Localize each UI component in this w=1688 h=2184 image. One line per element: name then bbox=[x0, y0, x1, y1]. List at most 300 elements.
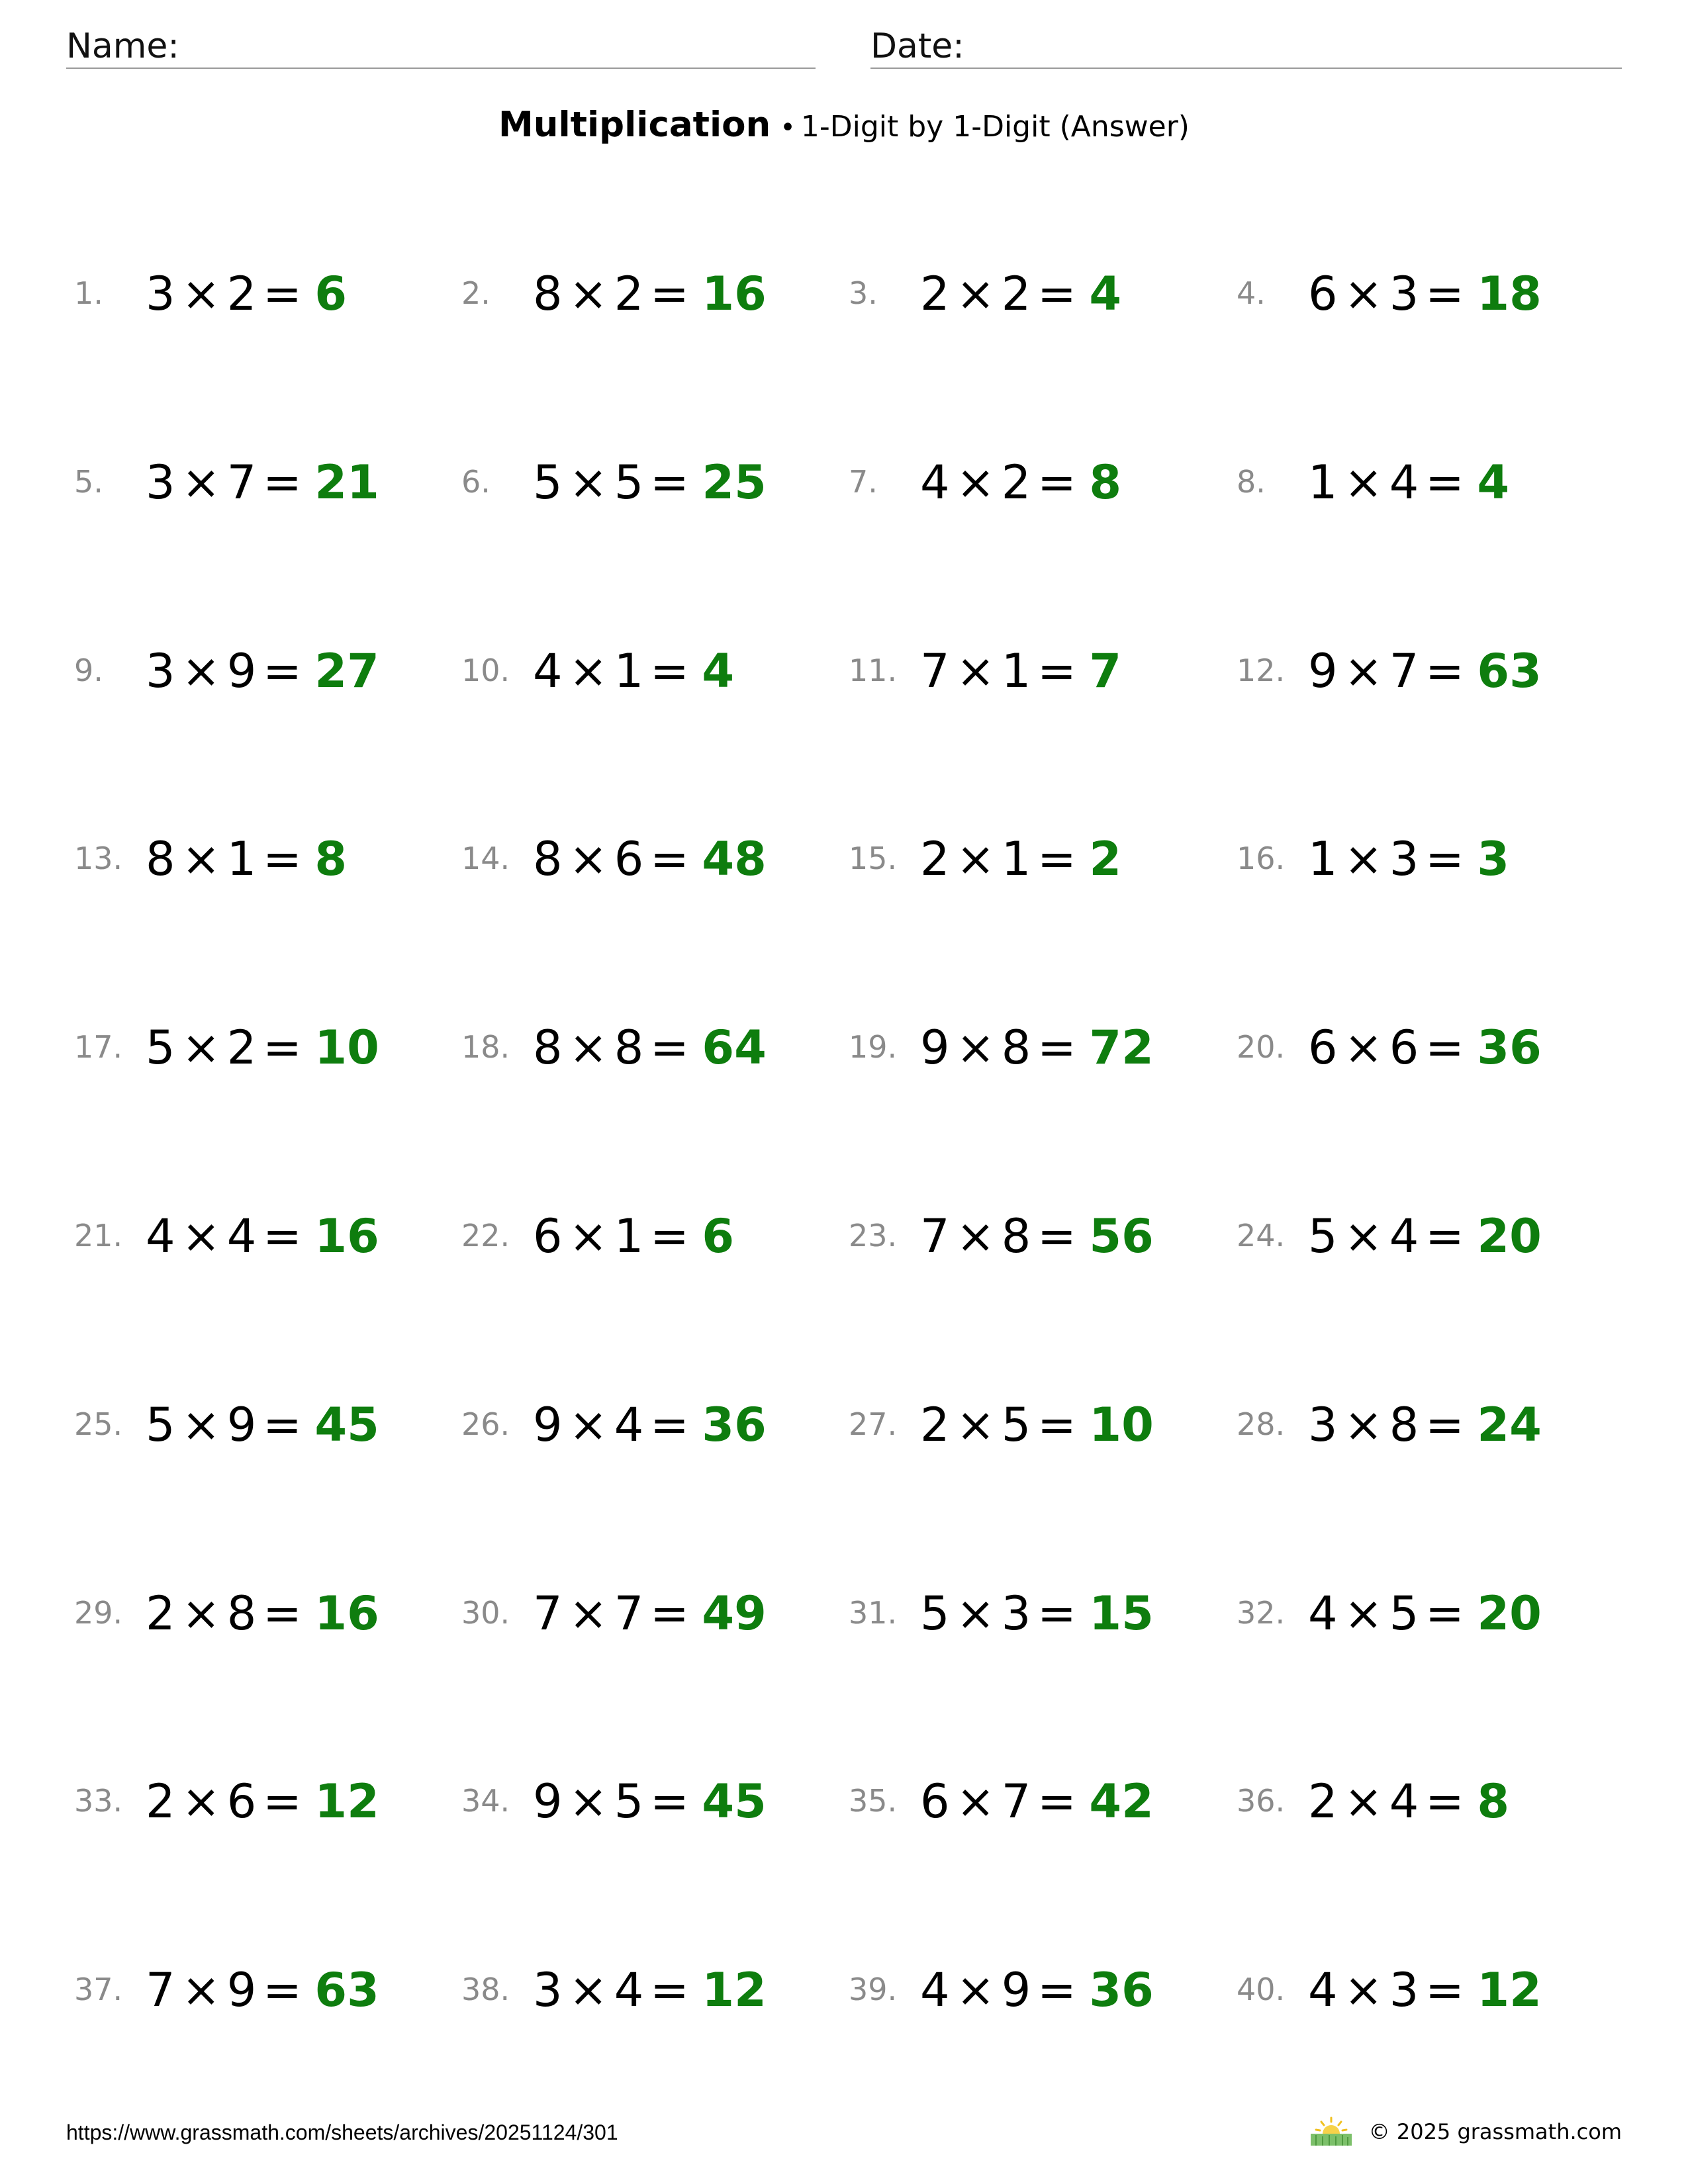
equals-sign: = bbox=[1425, 455, 1464, 510]
times-sign: × bbox=[181, 1586, 220, 1641]
equals-sign: = bbox=[263, 267, 302, 321]
answer: 56 bbox=[1089, 1209, 1154, 1263]
factor-b: 9 bbox=[226, 1398, 257, 1452]
factor-a: 6 bbox=[1308, 267, 1338, 321]
equals-sign: = bbox=[650, 1398, 689, 1452]
problem-number: 14. bbox=[461, 841, 510, 876]
equals-sign: = bbox=[1037, 1586, 1076, 1641]
problem-expression bbox=[533, 1210, 734, 1263]
equals-sign: = bbox=[263, 1963, 302, 2017]
factor-b: 1 bbox=[614, 644, 644, 698]
times-sign: × bbox=[956, 644, 995, 698]
problem-number: 17. bbox=[74, 1029, 123, 1065]
factor-a: 7 bbox=[533, 1586, 563, 1641]
title-bullet: • bbox=[780, 113, 796, 143]
times-sign: × bbox=[1344, 1398, 1383, 1452]
problem-number: 37. bbox=[74, 1972, 123, 2007]
answer: 48 bbox=[702, 832, 767, 886]
equals-sign: = bbox=[650, 455, 689, 510]
equals-sign: = bbox=[1425, 1021, 1464, 1075]
equals-sign: = bbox=[650, 832, 689, 886]
factor-b: 1 bbox=[226, 832, 257, 886]
equals-sign: = bbox=[1037, 1963, 1076, 2017]
problem-number: 39. bbox=[849, 1972, 898, 2007]
problem-item bbox=[1237, 1199, 1607, 1272]
times-sign: × bbox=[956, 455, 995, 510]
equals-sign: = bbox=[263, 1586, 302, 1641]
equals-sign: = bbox=[1037, 1398, 1076, 1452]
problem-number: 18. bbox=[461, 1029, 510, 1065]
factor-a: 5 bbox=[146, 1398, 175, 1452]
answer: 3 bbox=[1477, 832, 1510, 886]
factor-a: 8 bbox=[533, 1021, 563, 1075]
factor-a: 2 bbox=[920, 832, 950, 886]
answer: 24 bbox=[1477, 1398, 1542, 1452]
problem-number: 30. bbox=[461, 1595, 510, 1631]
answer: 20 bbox=[1477, 1586, 1542, 1641]
factor-a: 8 bbox=[533, 832, 563, 886]
times-sign: × bbox=[181, 1774, 220, 1829]
answer: 72 bbox=[1089, 1021, 1154, 1075]
factor-b: 4 bbox=[1389, 1774, 1419, 1829]
problem-item bbox=[461, 1199, 832, 1272]
factor-b: 5 bbox=[614, 455, 644, 510]
factor-b: 3 bbox=[1389, 267, 1419, 321]
times-sign: × bbox=[181, 644, 220, 698]
problem-expression bbox=[533, 1398, 767, 1451]
factor-a: 4 bbox=[920, 1963, 950, 2017]
problem-item bbox=[1237, 1953, 1607, 2026]
problem-number: 25. bbox=[74, 1406, 123, 1442]
equals-sign: = bbox=[263, 1398, 302, 1452]
factor-a: 2 bbox=[920, 1398, 950, 1452]
times-sign: × bbox=[181, 1963, 220, 2017]
problem-number: 31. bbox=[849, 1595, 898, 1631]
equals-sign: = bbox=[1425, 1398, 1464, 1452]
factor-b: 8 bbox=[226, 1586, 257, 1641]
problem-number: 33. bbox=[74, 1783, 123, 1819]
answer: 7 bbox=[1089, 644, 1122, 698]
problem-item bbox=[74, 1764, 445, 1837]
times-sign: × bbox=[569, 1586, 608, 1641]
factor-b: 9 bbox=[226, 644, 257, 698]
times-sign: × bbox=[1344, 267, 1383, 321]
answer: 42 bbox=[1089, 1774, 1154, 1829]
answer: 63 bbox=[314, 1963, 379, 2017]
problem-expression bbox=[146, 833, 347, 886]
grass-sun-logo-icon bbox=[1308, 2116, 1354, 2147]
answer: 63 bbox=[1477, 644, 1542, 698]
times-sign: × bbox=[569, 1963, 608, 2017]
problem-expression bbox=[1308, 645, 1542, 698]
problem-number: 35. bbox=[849, 1783, 898, 1819]
answer: 12 bbox=[702, 1963, 767, 2017]
equals-sign: = bbox=[1037, 1209, 1076, 1263]
problem-expression bbox=[533, 833, 767, 886]
factor-b: 2 bbox=[226, 267, 257, 321]
answer: 16 bbox=[702, 267, 767, 321]
problem-item bbox=[849, 822, 1219, 895]
factor-b: 5 bbox=[1389, 1586, 1419, 1641]
times-sign: × bbox=[956, 1021, 995, 1075]
factor-b: 7 bbox=[1001, 1774, 1031, 1829]
problem-expression bbox=[533, 645, 734, 698]
problem-item bbox=[461, 1953, 832, 2026]
answer: 16 bbox=[314, 1586, 379, 1641]
equals-sign: = bbox=[1425, 1209, 1464, 1263]
problem-item bbox=[74, 1953, 445, 2026]
problem-item bbox=[461, 257, 832, 330]
answer: 10 bbox=[1089, 1398, 1154, 1452]
answer: 12 bbox=[1477, 1963, 1542, 2017]
factor-a: 4 bbox=[1308, 1963, 1338, 2017]
equals-sign: = bbox=[650, 1021, 689, 1075]
factor-a: 5 bbox=[920, 1586, 950, 1641]
times-sign: × bbox=[956, 832, 995, 886]
problem-number: 36. bbox=[1237, 1783, 1286, 1819]
factor-a: 9 bbox=[533, 1774, 563, 1829]
equals-sign: = bbox=[1037, 267, 1076, 321]
answer: 21 bbox=[314, 455, 379, 510]
name-field[interactable] bbox=[66, 25, 816, 69]
problem-number: 9. bbox=[74, 653, 103, 688]
problem-number: 38. bbox=[461, 1972, 510, 2007]
problem-number: 34. bbox=[461, 1783, 510, 1819]
answer: 27 bbox=[314, 644, 379, 698]
equals-sign: = bbox=[263, 1209, 302, 1263]
problem-item bbox=[461, 445, 832, 518]
equals-sign: = bbox=[1037, 644, 1076, 698]
factor-b: 2 bbox=[1001, 455, 1031, 510]
answer: 12 bbox=[314, 1774, 379, 1829]
times-sign: × bbox=[569, 455, 608, 510]
factor-a: 3 bbox=[146, 267, 175, 321]
factor-a: 4 bbox=[920, 455, 950, 510]
equals-sign: = bbox=[1425, 644, 1464, 698]
problem-item bbox=[74, 445, 445, 518]
factor-b: 8 bbox=[1001, 1021, 1031, 1075]
factor-b: 4 bbox=[1389, 1209, 1419, 1263]
factor-b: 8 bbox=[1001, 1209, 1031, 1263]
problem-item bbox=[74, 1011, 445, 1083]
times-sign: × bbox=[956, 1209, 995, 1263]
problem-expression bbox=[1308, 267, 1542, 320]
problem-number: 19. bbox=[849, 1029, 898, 1065]
factor-a: 4 bbox=[533, 644, 563, 698]
problem-expression bbox=[920, 645, 1121, 698]
times-sign: × bbox=[956, 267, 995, 321]
factor-a: 8 bbox=[533, 267, 563, 321]
problem-item bbox=[74, 1388, 445, 1461]
times-sign: × bbox=[956, 1963, 995, 2017]
times-sign: × bbox=[1344, 832, 1383, 886]
problem-number: 40. bbox=[1237, 1972, 1286, 2007]
factor-a: 9 bbox=[1308, 644, 1338, 698]
date-label: Date: bbox=[870, 26, 964, 66]
worksheet-title bbox=[0, 105, 1688, 145]
problem-expression bbox=[146, 1210, 379, 1263]
factor-a: 5 bbox=[533, 455, 563, 510]
answer: 4 bbox=[702, 644, 735, 698]
factor-b: 9 bbox=[226, 1963, 257, 2017]
times-sign: × bbox=[569, 644, 608, 698]
problem-item bbox=[849, 1953, 1219, 2026]
factor-b: 9 bbox=[1001, 1963, 1031, 2017]
factor-a: 4 bbox=[146, 1209, 175, 1263]
equals-sign: = bbox=[1037, 832, 1076, 886]
times-sign: × bbox=[569, 1774, 608, 1829]
problem-item bbox=[1237, 445, 1607, 518]
equals-sign: = bbox=[650, 1963, 689, 2017]
problem-expression bbox=[1308, 1964, 1542, 2017]
footer-url[interactable]: https://www.grassmath.com/sheets/archives/20251124/301 bbox=[66, 2120, 618, 2144]
factor-a: 1 bbox=[1308, 455, 1338, 510]
times-sign: × bbox=[569, 1021, 608, 1075]
factor-a: 5 bbox=[1308, 1209, 1338, 1263]
problem-item bbox=[849, 1199, 1219, 1272]
times-sign: × bbox=[1344, 1586, 1383, 1641]
factor-b: 8 bbox=[614, 1021, 644, 1075]
problem-number: 27. bbox=[849, 1406, 898, 1442]
times-sign: × bbox=[181, 267, 220, 321]
factor-b: 4 bbox=[1389, 455, 1419, 510]
factor-a: 5 bbox=[146, 1021, 175, 1075]
times-sign: × bbox=[181, 1021, 220, 1075]
factor-a: 9 bbox=[533, 1398, 563, 1452]
factor-a: 6 bbox=[920, 1774, 950, 1829]
equals-sign: = bbox=[263, 644, 302, 698]
problem-expression bbox=[533, 1587, 767, 1640]
problem-expression bbox=[146, 1398, 379, 1451]
equals-sign: = bbox=[1425, 832, 1464, 886]
equals-sign: = bbox=[1037, 1021, 1076, 1075]
problem-number: 22. bbox=[461, 1218, 510, 1253]
problem-expression bbox=[1308, 1587, 1542, 1640]
problem-expression bbox=[146, 1775, 379, 1828]
times-sign: × bbox=[181, 455, 220, 510]
factor-a: 7 bbox=[920, 644, 950, 698]
problem-item bbox=[74, 1576, 445, 1649]
times-sign: × bbox=[1344, 1963, 1383, 2017]
problem-item bbox=[1237, 1011, 1607, 1083]
problem-expression bbox=[1308, 1775, 1509, 1828]
problem-expression bbox=[146, 267, 347, 320]
answer: 36 bbox=[1477, 1021, 1542, 1075]
factor-a: 3 bbox=[146, 455, 175, 510]
answer: 36 bbox=[1089, 1963, 1154, 2017]
answer: 6 bbox=[702, 1209, 735, 1263]
factor-a: 3 bbox=[1308, 1398, 1338, 1452]
problem-item bbox=[461, 822, 832, 895]
answer: 6 bbox=[314, 267, 348, 321]
answer: 18 bbox=[1477, 267, 1542, 321]
factor-b: 2 bbox=[226, 1021, 257, 1075]
factor-b: 8 bbox=[1389, 1398, 1419, 1452]
problem-expression bbox=[1308, 456, 1509, 509]
factor-a: 6 bbox=[533, 1209, 563, 1263]
factor-a: 2 bbox=[920, 267, 950, 321]
problem-expression bbox=[920, 1964, 1154, 2017]
problem-number: 20. bbox=[1237, 1029, 1286, 1065]
factor-b: 2 bbox=[614, 267, 644, 321]
problem-expression bbox=[920, 1210, 1154, 1263]
equals-sign: = bbox=[263, 1774, 302, 1829]
equals-sign: = bbox=[650, 1774, 689, 1829]
factor-a: 2 bbox=[146, 1586, 175, 1641]
answer: 8 bbox=[314, 832, 348, 886]
factor-b: 3 bbox=[1001, 1586, 1031, 1641]
answer: 16 bbox=[314, 1209, 379, 1263]
problem-number: 4. bbox=[1237, 275, 1266, 311]
problem-item bbox=[849, 634, 1219, 707]
factor-b: 6 bbox=[1389, 1021, 1419, 1075]
problem-number: 21. bbox=[74, 1218, 123, 1253]
factor-a: 8 bbox=[146, 832, 175, 886]
problem-expression bbox=[146, 1021, 379, 1074]
problem-expression bbox=[920, 1775, 1154, 1828]
problem-expression bbox=[533, 1775, 767, 1828]
factor-a: 2 bbox=[1308, 1774, 1338, 1829]
problem-item bbox=[849, 445, 1219, 518]
problem-number: 7. bbox=[849, 464, 878, 500]
factor-b: 1 bbox=[1001, 644, 1031, 698]
problem-number: 11. bbox=[849, 653, 898, 688]
factor-a: 2 bbox=[146, 1774, 175, 1829]
problem-expression bbox=[920, 1587, 1154, 1640]
problem-expression bbox=[1308, 1398, 1542, 1451]
factor-a: 4 bbox=[1308, 1586, 1338, 1641]
factor-b: 7 bbox=[226, 455, 257, 510]
equals-sign: = bbox=[650, 1586, 689, 1641]
problem-item bbox=[74, 257, 445, 330]
factor-b: 6 bbox=[614, 832, 644, 886]
problem-number: 26. bbox=[461, 1406, 510, 1442]
equals-sign: = bbox=[650, 1209, 689, 1263]
answer: 45 bbox=[314, 1398, 379, 1452]
problem-expression bbox=[146, 1587, 379, 1640]
problem-item bbox=[849, 1388, 1219, 1461]
problem-expression bbox=[533, 1964, 767, 2017]
answer: 36 bbox=[702, 1398, 767, 1452]
problem-item bbox=[849, 1011, 1219, 1083]
problem-item bbox=[461, 1576, 832, 1649]
problem-item bbox=[74, 1199, 445, 1272]
factor-b: 5 bbox=[614, 1774, 644, 1829]
factor-b: 1 bbox=[614, 1209, 644, 1263]
factor-b: 4 bbox=[614, 1398, 644, 1452]
problem-number: 23. bbox=[849, 1218, 898, 1253]
factor-b: 5 bbox=[1001, 1398, 1031, 1452]
problem-item bbox=[849, 1764, 1219, 1837]
problem-expression bbox=[533, 267, 767, 320]
problem-expression bbox=[920, 456, 1121, 509]
equals-sign: = bbox=[1037, 455, 1076, 510]
factor-a: 3 bbox=[146, 644, 175, 698]
problem-item bbox=[849, 1576, 1219, 1649]
times-sign: × bbox=[1344, 644, 1383, 698]
problem-item bbox=[1237, 1764, 1607, 1837]
times-sign: × bbox=[1344, 455, 1383, 510]
problem-number: 32. bbox=[1237, 1595, 1286, 1631]
times-sign: × bbox=[1344, 1774, 1383, 1829]
factor-b: 4 bbox=[226, 1209, 257, 1263]
equals-sign: = bbox=[1425, 267, 1464, 321]
equals-sign: = bbox=[263, 455, 302, 510]
footer-copyright: © 2025 grassmath.com bbox=[1368, 2119, 1622, 2144]
answer: 8 bbox=[1089, 455, 1122, 510]
problem-number: 2. bbox=[461, 275, 491, 311]
title-subtitle: 1-Digit by 1-Digit (Answer) bbox=[800, 110, 1190, 144]
factor-b: 7 bbox=[614, 1586, 644, 1641]
factor-b: 6 bbox=[226, 1774, 257, 1829]
times-sign: × bbox=[956, 1586, 995, 1641]
times-sign: × bbox=[1344, 1209, 1383, 1263]
times-sign: × bbox=[569, 832, 608, 886]
answer: 2 bbox=[1089, 832, 1122, 886]
equals-sign: = bbox=[650, 267, 689, 321]
factor-b: 1 bbox=[1001, 832, 1031, 886]
problem-item bbox=[461, 1011, 832, 1083]
factor-a: 6 bbox=[1308, 1021, 1338, 1075]
factor-a: 1 bbox=[1308, 832, 1338, 886]
problem-number: 29. bbox=[74, 1595, 123, 1631]
times-sign: × bbox=[181, 1209, 220, 1263]
answer: 45 bbox=[702, 1774, 767, 1829]
date-field[interactable] bbox=[870, 25, 1622, 69]
problem-expression bbox=[146, 456, 379, 509]
title-main: Multiplication bbox=[498, 105, 771, 145]
problem-number: 28. bbox=[1237, 1406, 1286, 1442]
answer: 25 bbox=[702, 455, 767, 510]
problem-expression bbox=[533, 456, 767, 509]
answer: 49 bbox=[702, 1586, 767, 1641]
factor-a: 3 bbox=[533, 1963, 563, 2017]
times-sign: × bbox=[181, 832, 220, 886]
problem-number: 1. bbox=[74, 275, 103, 311]
problem-item bbox=[1237, 1576, 1607, 1649]
problem-item bbox=[74, 634, 445, 707]
problem-number: 16. bbox=[1237, 841, 1286, 876]
problem-number: 10. bbox=[461, 653, 510, 688]
problem-expression bbox=[146, 645, 379, 698]
problem-number: 5. bbox=[74, 464, 103, 500]
answer: 20 bbox=[1477, 1209, 1542, 1263]
problem-item bbox=[849, 257, 1219, 330]
problem-number: 6. bbox=[461, 464, 491, 500]
equals-sign: = bbox=[1425, 1586, 1464, 1641]
problem-number: 13. bbox=[74, 841, 123, 876]
problem-expression bbox=[146, 1964, 379, 2017]
problem-item bbox=[1237, 634, 1607, 707]
times-sign: × bbox=[956, 1774, 995, 1829]
times-sign: × bbox=[569, 1398, 608, 1452]
problem-number: 15. bbox=[849, 841, 898, 876]
problem-expression bbox=[1308, 1021, 1542, 1074]
times-sign: × bbox=[181, 1398, 220, 1452]
factor-a: 7 bbox=[146, 1963, 175, 2017]
factor-b: 2 bbox=[1001, 267, 1031, 321]
problem-item bbox=[461, 1764, 832, 1837]
factor-a: 7 bbox=[920, 1209, 950, 1263]
problem-item bbox=[1237, 257, 1607, 330]
equals-sign: = bbox=[650, 644, 689, 698]
problem-number: 24. bbox=[1237, 1218, 1286, 1253]
footer-brand bbox=[1308, 2116, 1622, 2147]
times-sign: × bbox=[1344, 1021, 1383, 1075]
equals-sign: = bbox=[1425, 1963, 1464, 2017]
problem-expression bbox=[920, 1021, 1154, 1074]
problem-number: 3. bbox=[849, 275, 878, 311]
